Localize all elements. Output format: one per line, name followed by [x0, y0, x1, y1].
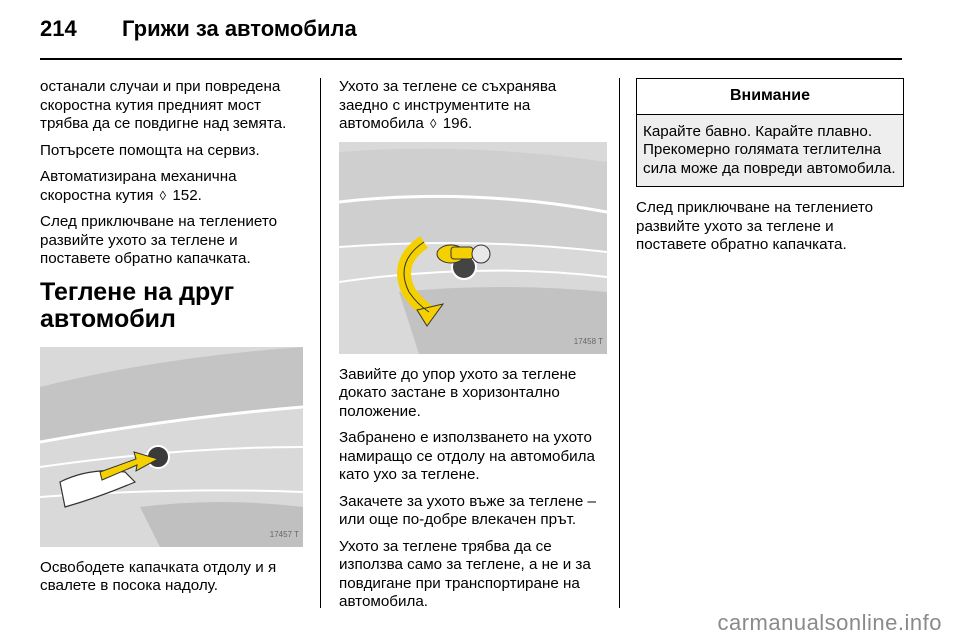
paragraph: Потърсете помощта на сервиз. — [40, 141, 260, 159]
bumper-cap-illustration — [40, 347, 303, 547]
paragraph: Завийте до упор ухото за теглене докато застане в хоризонтално положение. — [339, 365, 577, 420]
page-ref-link[interactable]: 152. — [172, 186, 202, 204]
paragraph: Забранено е използването на ухото намиращо се отдолу на автомобила като ухо за теглене. — [339, 429, 595, 483]
tow-eye-illustration — [339, 142, 607, 354]
figure-number: 17458 T — [573, 337, 603, 346]
watermark: carmanualsonline.info — [717, 610, 942, 635]
warning-box — [636, 78, 904, 187]
section-heading: Теглене на друг автомобил — [40, 277, 235, 333]
paragraph: Закачете за ухото въже за теглене – или още по-добре влекачен прът. — [339, 492, 596, 528]
page-title: Грижи за автомобила — [122, 16, 357, 41]
page-ref-icon: ◊ — [430, 116, 437, 131]
column-divider-2 — [619, 78, 620, 608]
paragraph-text: Автоматизирана механична скоростна кутия — [40, 168, 237, 204]
figure-tow-cap-removal — [40, 347, 303, 547]
column-divider-1 — [320, 78, 321, 608]
page-ref-icon: ◊ — [159, 187, 167, 203]
page-ref-link[interactable]: 196. — [442, 115, 473, 132]
warning-title: Внимание — [637, 79, 903, 115]
column-3 — [636, 78, 904, 263]
figure-number: 17457 T — [269, 530, 299, 539]
paragraph-with-ref — [339, 78, 607, 134]
warning-text: Карайте бавно. Карайте плавно. Прекомерно голямата теглителна сила може да повреди автомобила. — [637, 115, 903, 187]
paragraph: След приключване на теглението развийте ухото за теглене и поставете обратно капачката. — [636, 199, 874, 253]
paragraph: останали случаи и при повредена скоростна кутия предният мост трябва да се повдигне над земята. — [40, 78, 287, 132]
paragraph: Освободете капачката отдолу и я свалете в посока надолу. — [40, 558, 277, 594]
figure-tow-eye-install — [339, 142, 607, 354]
column-2 — [339, 78, 607, 620]
page-number: 214 — [40, 16, 77, 41]
column-1 — [40, 78, 308, 604]
header-divider — [40, 58, 902, 60]
paragraph: След приключване на теглението развийте ухото за теглене и поставете обратно капачката. — [40, 213, 278, 267]
page-header — [40, 16, 357, 48]
paragraph-with-ref — [40, 168, 308, 205]
paragraph: Ухото за теглене трябва да се използва само за теглене, а не и за повдигане при транспортиране на автомобила. — [339, 537, 591, 610]
paragraph-text: Ухото за теглене се съхранява заедно с инструментите на автомобила — [339, 78, 557, 132]
